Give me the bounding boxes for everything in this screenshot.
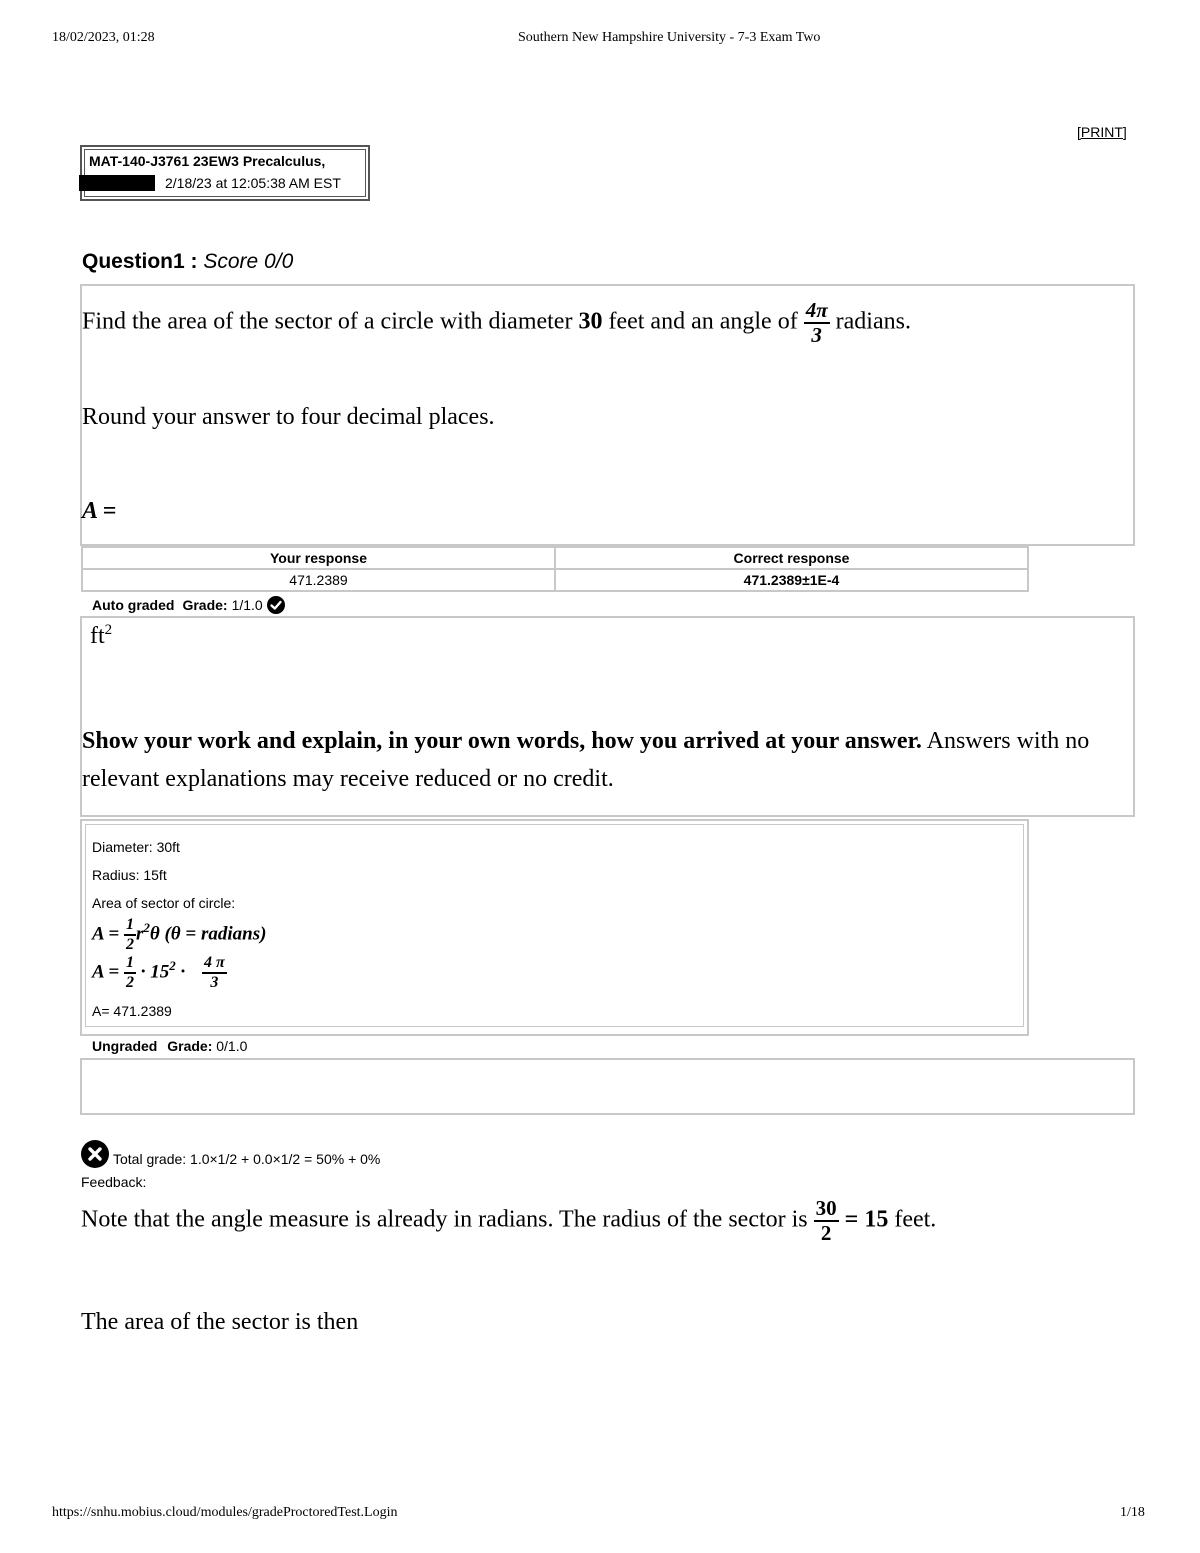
submission-date: 2/18/23 at 12:05:38 AM EST xyxy=(165,175,341,191)
print-link[interactable]: [PRINT] xyxy=(1077,124,1127,140)
auto-grade-row xyxy=(92,596,285,614)
show-work-bold: Show your work and explain, in your own words, how you arrived at your answer. xyxy=(82,728,922,754)
formula-lhs: A = xyxy=(92,923,120,945)
calc-base: · 15 xyxy=(140,961,170,983)
redacted-name xyxy=(79,175,155,191)
grade-label: Grade: xyxy=(182,597,228,613)
your-response-value: 471.2389 xyxy=(82,569,555,591)
question-label: Question1 : xyxy=(82,250,198,273)
angle-fraction xyxy=(804,300,830,346)
grading-comment-box xyxy=(80,1058,1135,1115)
formula-paren: (θ = radians) xyxy=(164,923,267,945)
ungraded-label: Ungraded xyxy=(92,1038,158,1054)
feedback-text-1: Note that the angle measure is already in radians. The radius of the sector is xyxy=(81,1206,808,1233)
calc-exp: 2 xyxy=(169,958,176,974)
unit-text: ft xyxy=(90,623,105,649)
unit-label xyxy=(90,622,112,650)
question-box xyxy=(80,284,1135,546)
course-info-box xyxy=(80,145,370,201)
unit-exponent: 2 xyxy=(104,622,113,638)
ungraded-grade-label: Grade: xyxy=(167,1038,213,1054)
question-header xyxy=(82,250,293,274)
round-instruction: Round your answer to four decimal places. xyxy=(82,404,495,430)
calc-half-den: 2 xyxy=(125,974,134,991)
calc-dot: · xyxy=(180,961,186,983)
feedback-equals: = 15 xyxy=(844,1206,889,1233)
angle-numerator: 4π xyxy=(805,298,828,322)
answer-label: A = xyxy=(82,498,117,524)
feedback-text-2: feet. xyxy=(894,1206,937,1233)
feedback-frac-den: 2 xyxy=(820,1221,832,1245)
your-response-header: Your response xyxy=(82,547,555,569)
ungraded-row xyxy=(92,1038,247,1054)
check-circle-icon xyxy=(267,596,285,614)
correct-response-value: 471.2389±1E-4 xyxy=(555,569,1028,591)
prompt-text-2: feet and an angle of xyxy=(608,308,798,335)
print-url: https://snhu.mobius.cloud/modules/gradeProctoredTest.Login xyxy=(52,1505,398,1520)
prompt-text-3: radians. xyxy=(835,308,911,335)
total-grade-text: Total grade: 1.0×1/2 + 0.0×1/2 = 50% + 0% xyxy=(113,1151,381,1167)
show-work-rest: Answers with no relevant explanations may receive reduced or no credit. xyxy=(82,728,1090,792)
feedback-radius-text xyxy=(81,1198,936,1244)
work-calculation xyxy=(92,955,227,991)
x-circle-icon xyxy=(81,1140,109,1168)
student-work-inner xyxy=(85,824,1024,1027)
calc-half-num: 1 xyxy=(124,955,136,974)
question-score: Score 0/0 xyxy=(203,250,294,273)
print-title: Southern New Hampshire University - 7-3 Exam Two xyxy=(518,30,821,45)
formula-r: r xyxy=(135,923,144,945)
formula-exp: 2 xyxy=(143,920,150,936)
formula-half-den: 2 xyxy=(125,936,134,953)
correct-response-header: Correct response xyxy=(555,547,1028,569)
work-line-diameter: Diameter: 30ft xyxy=(92,839,180,855)
grade-value: 1/1.0 xyxy=(231,597,263,613)
response-table xyxy=(81,546,1029,592)
instructions-box xyxy=(80,616,1135,817)
prompt-diameter: 30 xyxy=(578,308,603,335)
angle-denominator: 3 xyxy=(811,323,822,347)
total-grade-row xyxy=(81,1140,380,1168)
show-work-instruction xyxy=(82,722,1134,798)
student-work-box xyxy=(80,819,1029,1036)
course-name: MAT-140-J3761 23EW3 Precalculus, xyxy=(89,153,326,169)
question-prompt xyxy=(82,300,911,346)
calc-angle xyxy=(202,955,227,991)
calc-angle-num: 4 π xyxy=(202,955,227,974)
work-formula xyxy=(92,917,266,953)
calc-half xyxy=(124,955,136,991)
feedback-frac-num: 30 xyxy=(815,1196,837,1220)
calc-angle-den: 3 xyxy=(210,974,219,991)
print-page-count: 1/18 xyxy=(1120,1505,1145,1520)
prompt-text-1: Find the area of the sector of a circle with diameter xyxy=(82,308,573,335)
formula-half xyxy=(124,917,136,953)
calc-lhs: A = xyxy=(92,961,120,983)
print-datetime: 18/02/2023, 01:28 xyxy=(52,30,155,45)
work-line-area-title: Area of sector of circle: xyxy=(92,895,236,911)
feedback-area-text: The area of the sector is then xyxy=(81,1309,359,1335)
feedback-label: Feedback: xyxy=(81,1174,147,1190)
work-line-result: A= 471.2389 xyxy=(92,1003,172,1019)
feedback-fraction xyxy=(814,1198,839,1244)
formula-half-num: 1 xyxy=(124,917,136,936)
ungraded-grade-value: 0/1.0 xyxy=(216,1038,248,1054)
formula-theta: θ xyxy=(149,923,160,945)
auto-graded-label: Auto graded xyxy=(92,597,175,613)
work-line-radius: Radius: 15ft xyxy=(92,867,167,883)
